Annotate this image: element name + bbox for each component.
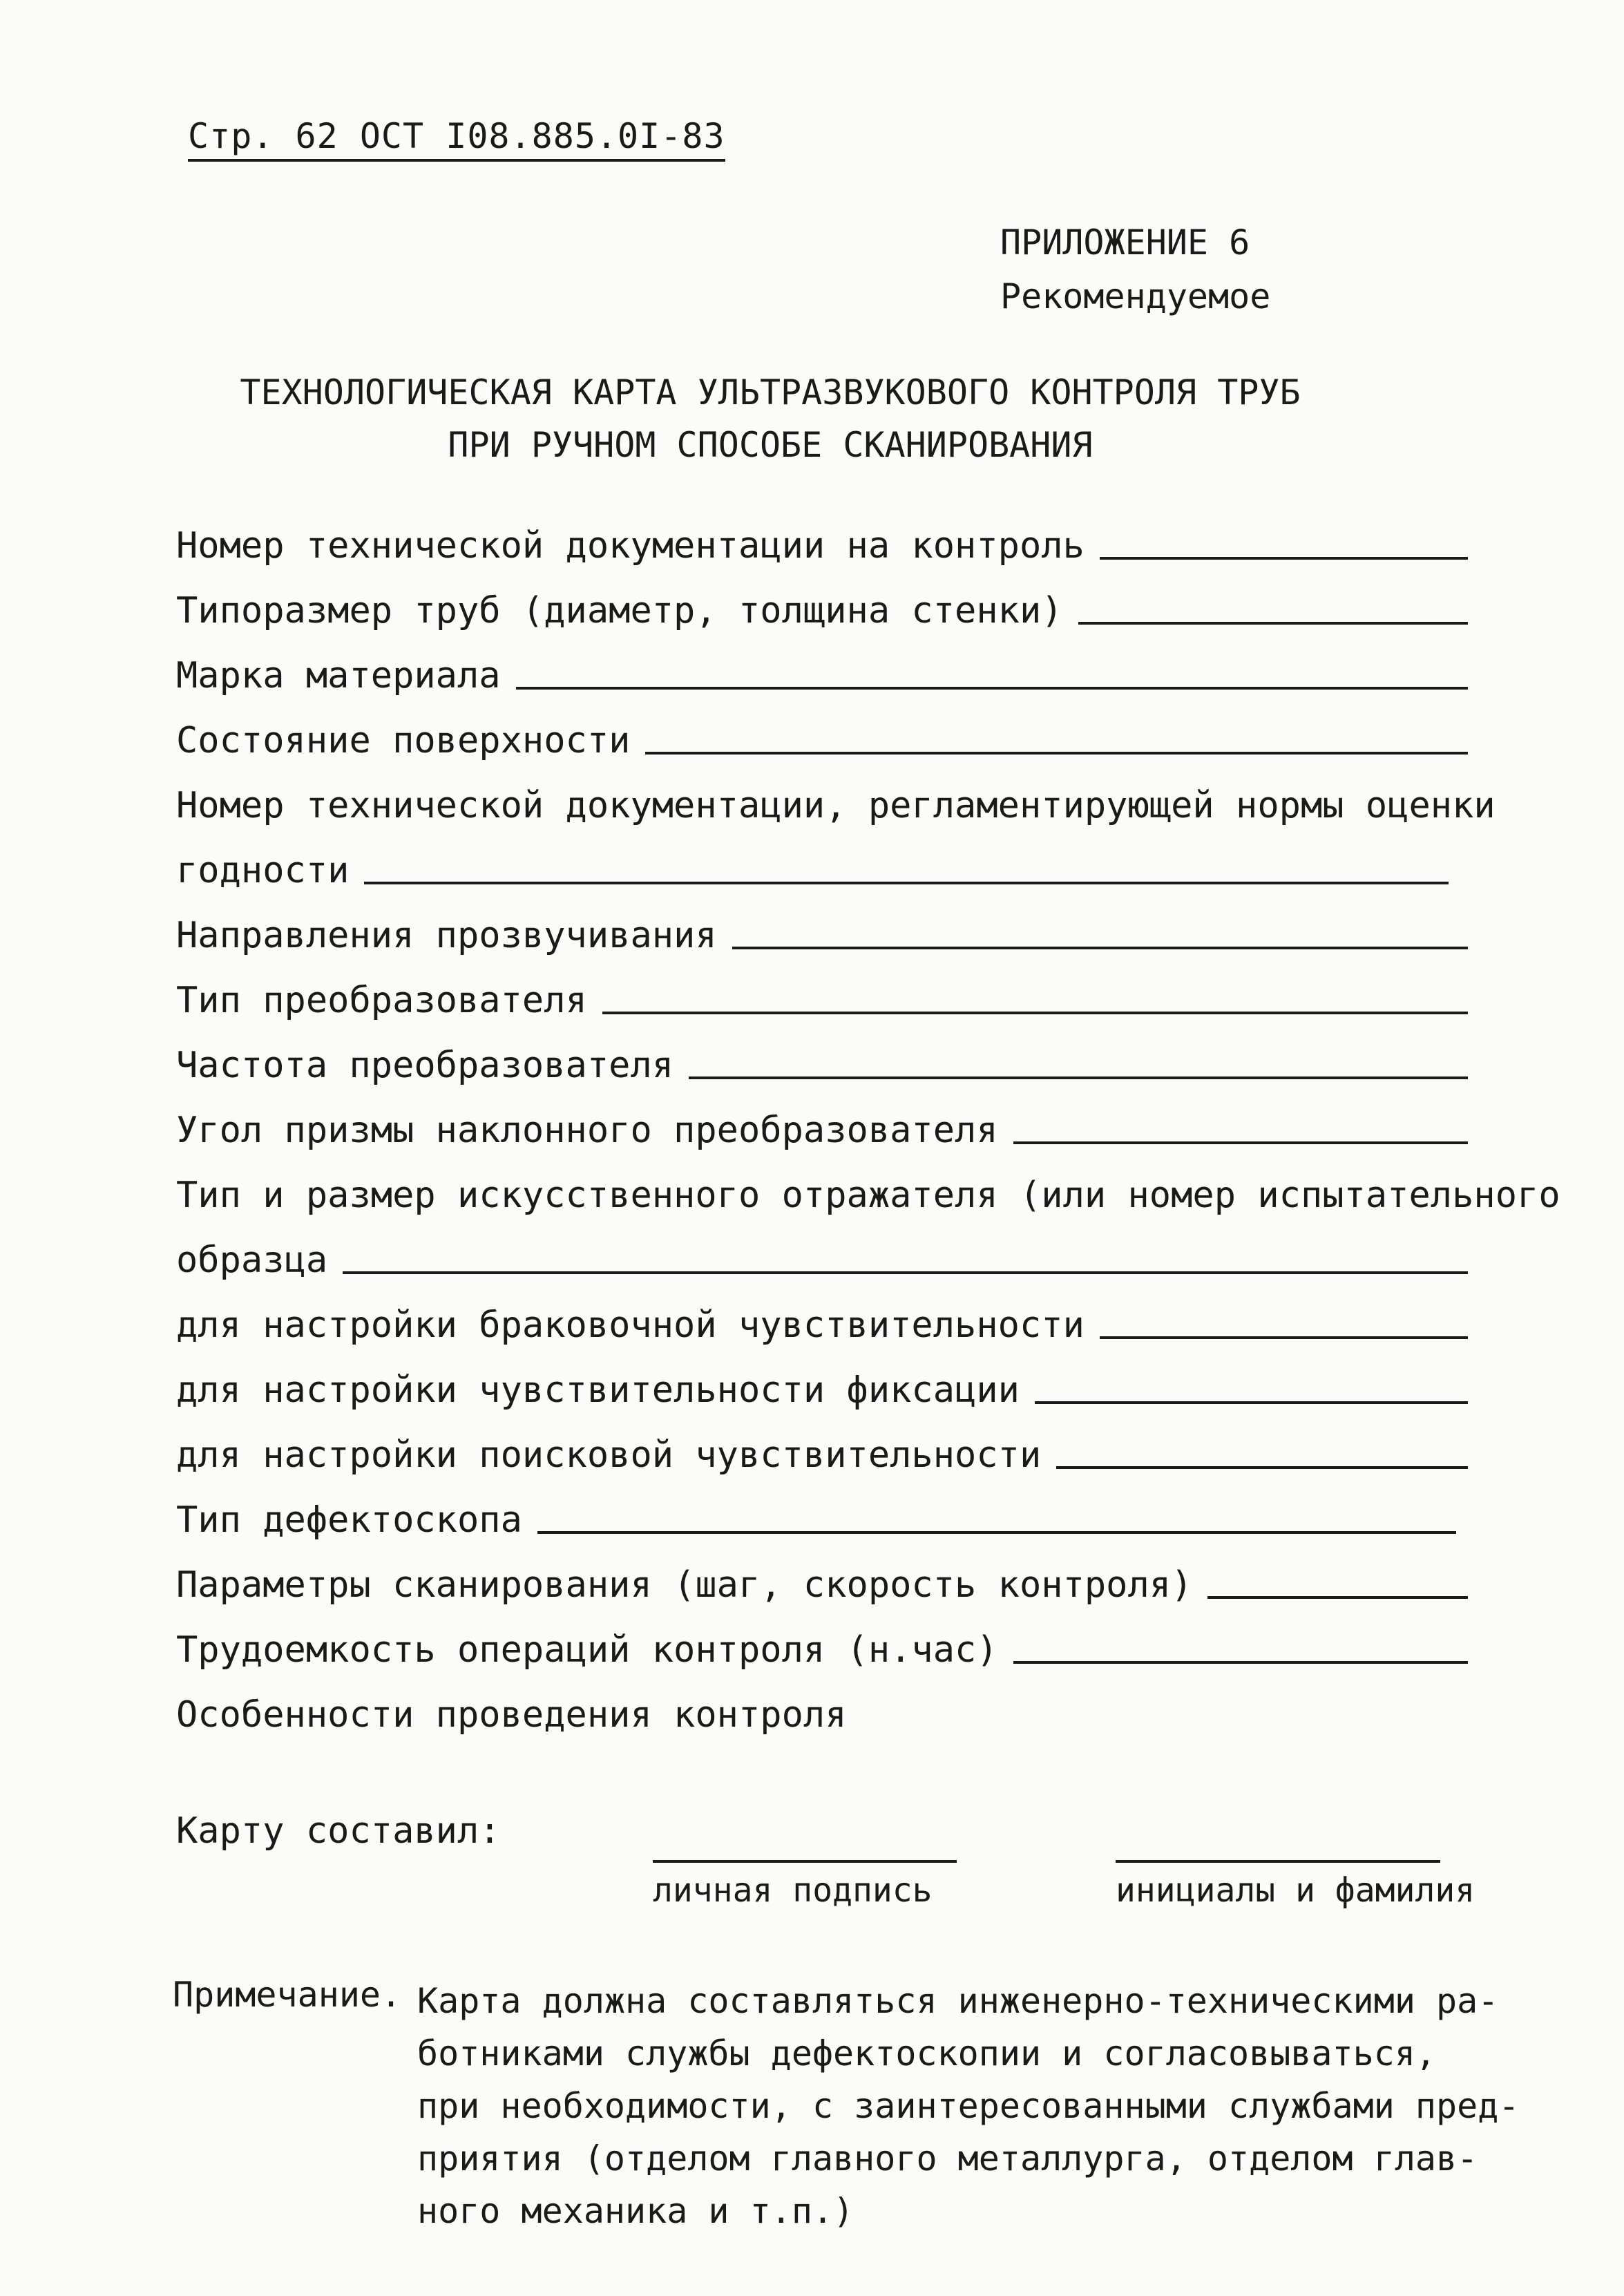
- fill-line[interactable]: [1207, 1596, 1468, 1599]
- title-line-1: ТЕХНОЛОГИЧЕСКАЯ КАРТА УЛЬТРАЗВУКОВОГО КОНТРОЛЯ ТРУБ: [240, 372, 1301, 412]
- note-line: ного механика и т.п.): [417, 2191, 854, 2231]
- note-line: при необходимости, с заинтересованными службами пред-: [417, 2086, 1520, 2126]
- form-fields: [176, 511, 1560, 1745]
- field-label: образца: [176, 1240, 328, 1281]
- field-row: [176, 1096, 1468, 1161]
- field-label: Особенности проведения контроля: [176, 1694, 847, 1736]
- compiled-by-label: Карту составил:: [176, 1810, 501, 1852]
- field-label: Номер технической документации, регламентирующей нормы оценки: [176, 785, 1496, 826]
- field-row: [176, 901, 1468, 966]
- field-row: [176, 1421, 1468, 1486]
- note-text: [417, 1975, 1519, 2237]
- field-label: годности: [176, 850, 350, 891]
- signature-block: [176, 1796, 1489, 1935]
- field-row: [176, 576, 1468, 641]
- fill-line[interactable]: [1056, 1466, 1468, 1469]
- field-label: Угол призмы наклонного преобразователя: [176, 1110, 998, 1151]
- field-row: [176, 771, 1496, 836]
- fill-line[interactable]: [1078, 622, 1468, 625]
- field-label: Типоразмер труб (диаметр, толщина стенки): [176, 590, 1063, 632]
- field-row: [176, 1161, 1560, 1226]
- field-label: Тип преобразователя: [176, 980, 587, 1021]
- fill-line[interactable]: [1100, 1336, 1468, 1339]
- fill-line[interactable]: [602, 1012, 1468, 1014]
- field-label: Частота преобразователя: [176, 1045, 674, 1086]
- field-row: [176, 706, 1468, 771]
- field-label: для настройки чувствительности фиксации: [176, 1369, 1020, 1411]
- field-row: [176, 1356, 1468, 1421]
- fill-line[interactable]: [516, 687, 1468, 690]
- fill-line[interactable]: [537, 1531, 1456, 1534]
- personal-signature-line[interactable]: [653, 1860, 957, 1863]
- field-label: для настройки поисковой чувствительности: [176, 1434, 1042, 1476]
- field-row: [176, 836, 1468, 901]
- document-title: [173, 366, 1368, 471]
- field-label: Номер технической документации на контроль: [176, 525, 1085, 567]
- field-row: [176, 1291, 1468, 1356]
- field-label: Тип и размер искусственного отражателя (или номер испытательного: [176, 1175, 1560, 1216]
- field-row: [176, 1680, 1468, 1745]
- field-row: [176, 641, 1468, 706]
- field-label: Тип дефектоскопа: [176, 1499, 522, 1541]
- personal-signature-caption: личная подпись: [653, 1871, 933, 1910]
- field-row: [176, 1031, 1468, 1096]
- field-label: Параметры сканирования (шаг, скорость контроля): [176, 1564, 1193, 1606]
- field-label: Состояние поверхности: [176, 720, 631, 761]
- field-row: [176, 1615, 1468, 1680]
- field-label: Марка материала: [176, 655, 501, 696]
- fill-line[interactable]: [343, 1271, 1468, 1274]
- field-label: для настройки браковочной чувствительности: [176, 1304, 1085, 1346]
- fill-line[interactable]: [1013, 1141, 1468, 1144]
- fill-line[interactable]: [364, 882, 1449, 884]
- title-line-2: ПРИ РУЧНОМ СПОСОБЕ СКАНИРОВАНИЯ: [448, 425, 1093, 465]
- field-label: Направления прозвучивания: [176, 915, 717, 956]
- field-row: [176, 511, 1468, 576]
- fill-line[interactable]: [732, 947, 1468, 949]
- appendix-block: [1000, 216, 1270, 323]
- fill-line[interactable]: [1035, 1401, 1468, 1404]
- initials-surname-caption: инициалы и фамилия: [1116, 1871, 1475, 1910]
- field-row: [176, 966, 1468, 1031]
- fill-line[interactable]: [689, 1076, 1468, 1079]
- fill-line[interactable]: [645, 752, 1468, 755]
- field-row: [176, 1486, 1468, 1550]
- appendix-number: ПРИЛОЖЕНИЕ 6: [1000, 222, 1250, 263]
- field-row: [176, 1550, 1468, 1615]
- field-row: [176, 1226, 1468, 1291]
- page-reference: Стр. 62 ОСТ I08.885.0I-83: [188, 116, 725, 162]
- note-line: Карта должна составляться инженерно-техническими ра-: [417, 1981, 1499, 2021]
- note-line: приятия (отделом главного металлурга, отделом глав-: [417, 2138, 1478, 2179]
- appendix-status: Рекомендуемое: [1000, 276, 1271, 316]
- note-label: Примечание.: [173, 1975, 402, 2015]
- fill-line[interactable]: [1100, 557, 1468, 560]
- field-label: Трудоемкость операций контроля (н.час): [176, 1629, 998, 1671]
- note-line: ботниками службы дефектоскопии и согласовываться,: [417, 2033, 1437, 2074]
- fill-line[interactable]: [1013, 1661, 1468, 1664]
- initials-surname-line[interactable]: [1116, 1860, 1440, 1863]
